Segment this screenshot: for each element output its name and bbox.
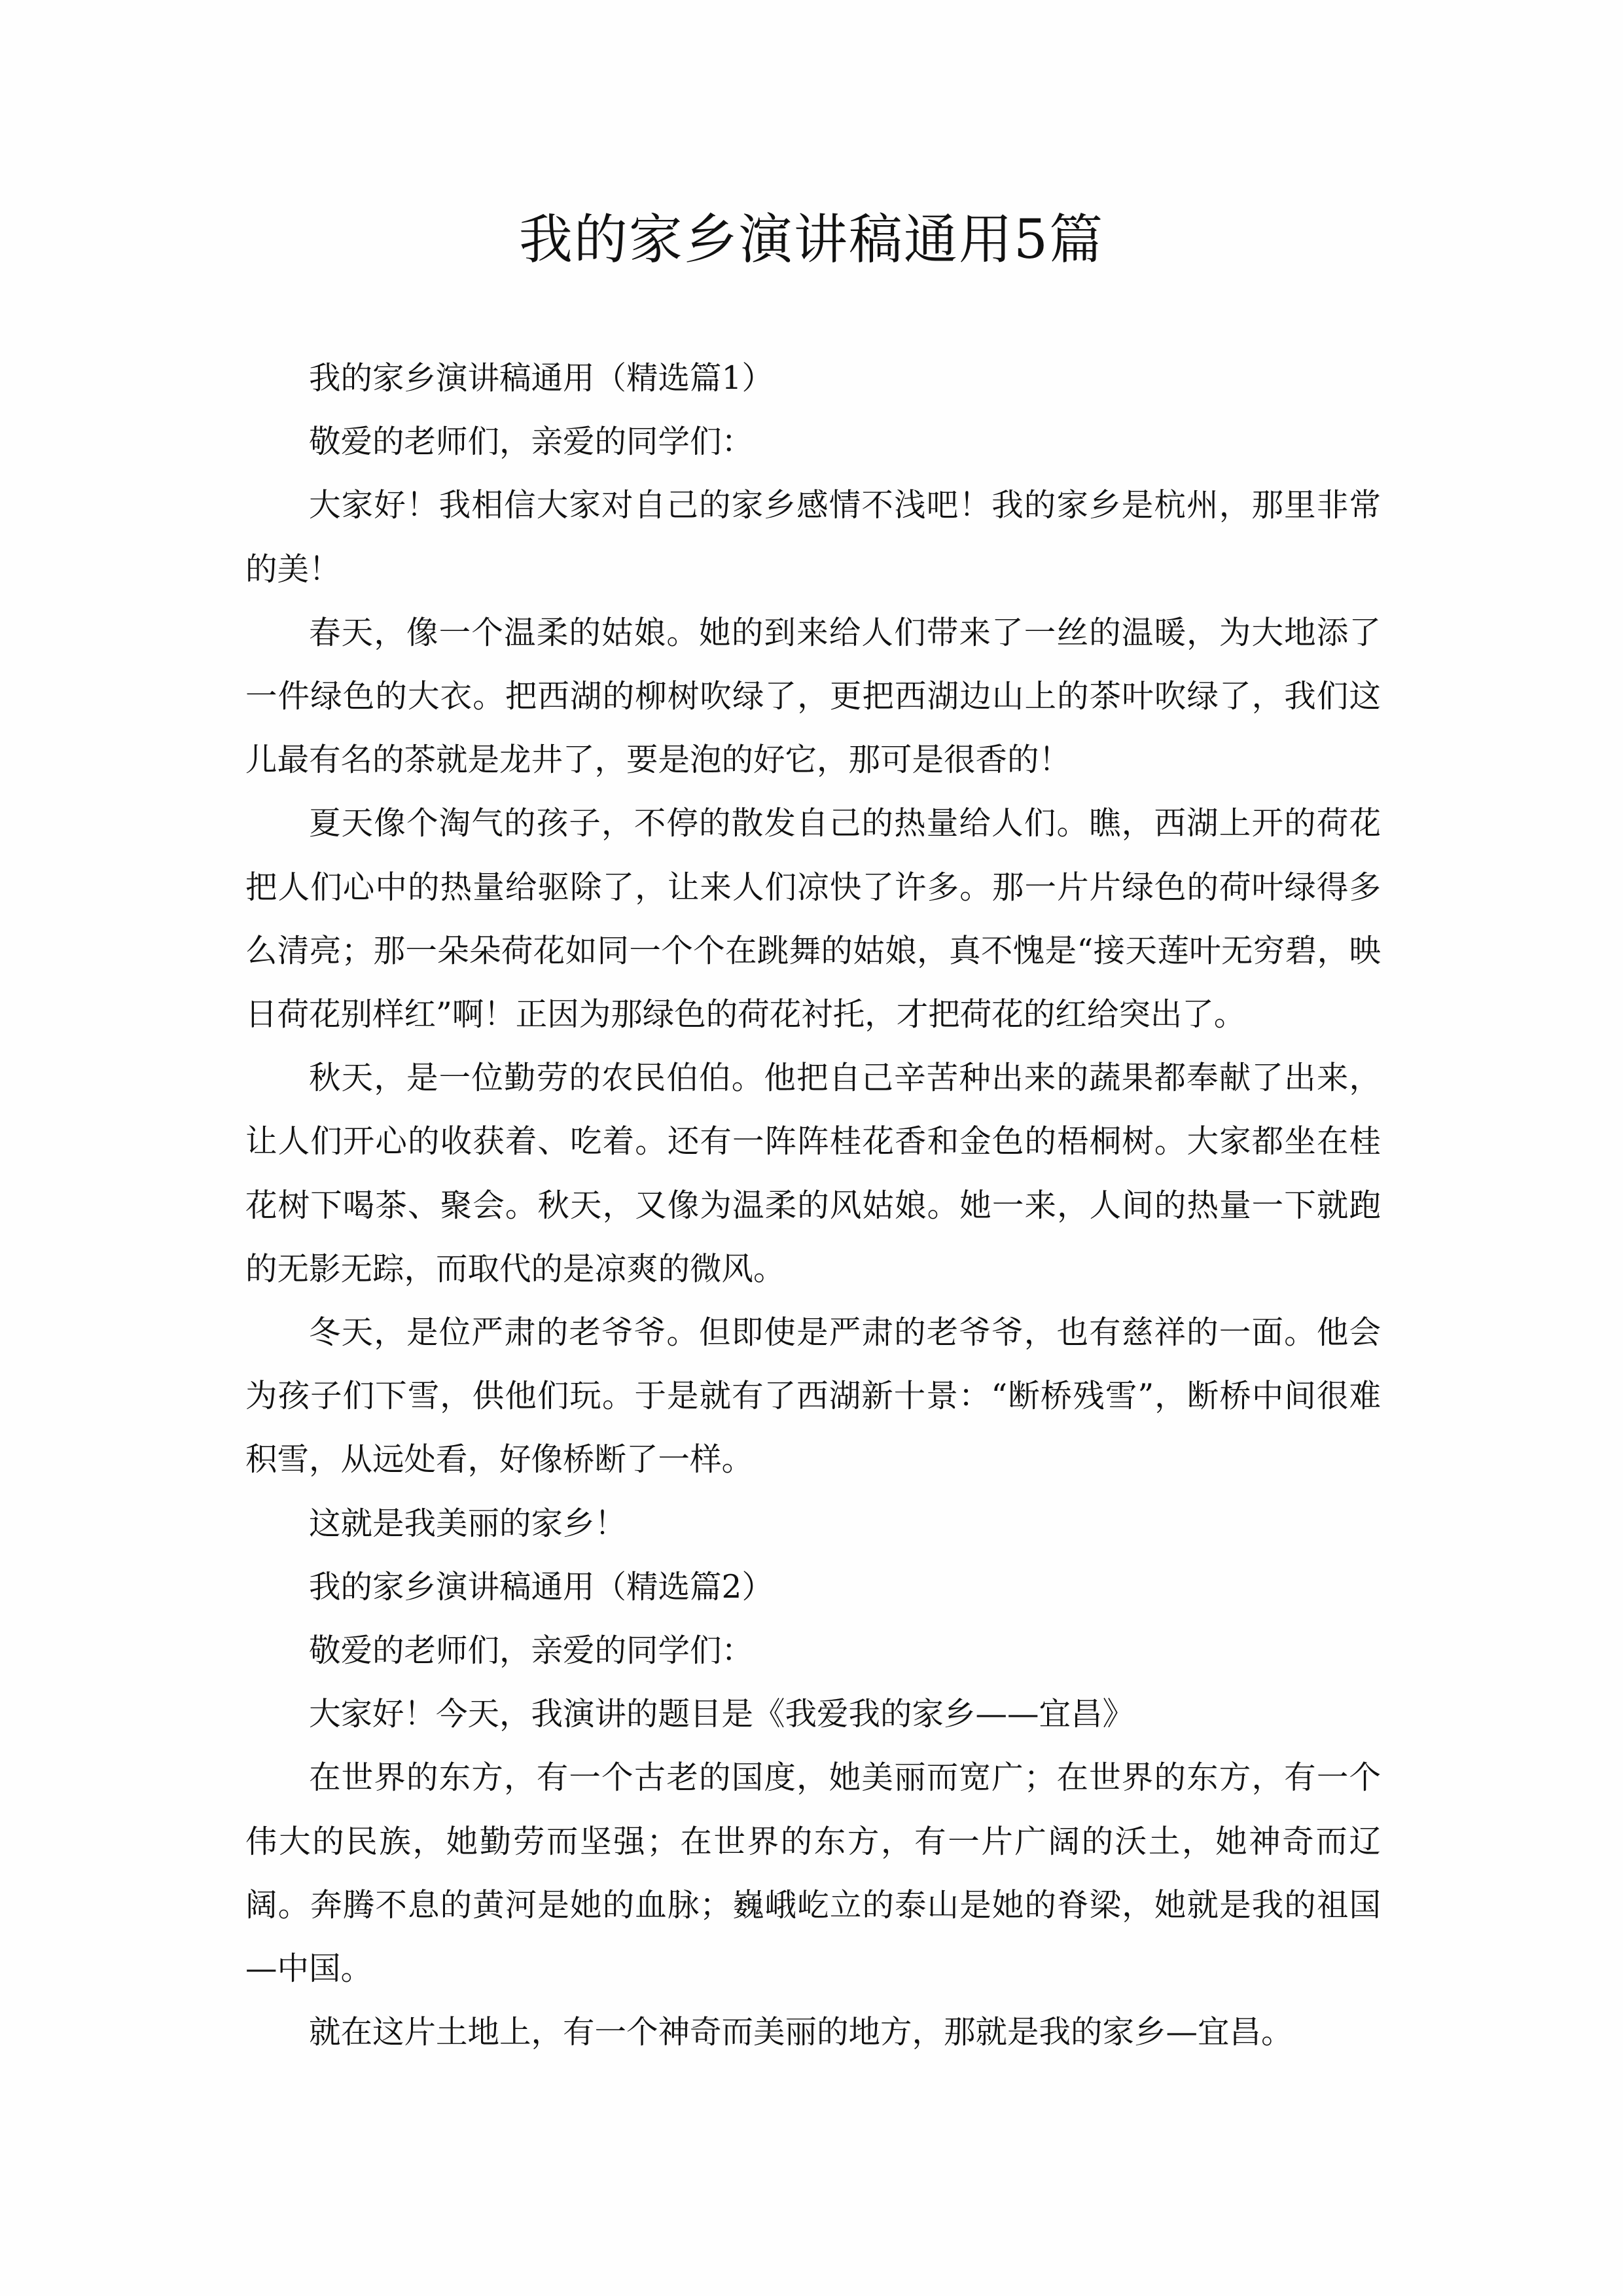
body-paragraph-autumn: 秋天，是一位勤劳的农民伯伯。他把自己辛苦种出来的蔬果都奉献了出来，让人们开心的收获着、吃着。还有一阵阵桂花香和金色的梧桐树。大家都坐在桂花树下喝茶、聚会。秋天，又像为温柔的风姑娘。她一来，人间的热量一下就跑的无影无踪，而取代的是凉爽的微风。 [245, 1060, 1381, 1287]
body-paragraph-intro: 大家好！今天，我演讲的题目是《我爱我的家乡——宜昌》 [309, 1696, 1135, 1733]
section-heading-2: 我的家乡演讲稿通用（精选篇2） [309, 1568, 774, 1605]
body-paragraph-spring: 春天，像一个温柔的姑娘。她的到来给人们带来了一丝的温暖，为大地添了一件绿色的大衣。把西湖的柳树吹绿了，更把西湖边山上的茶叶吹绿了，我们这儿最有名的茶就是龙井了，要是泡的好它，那可是很香的！ [245, 614, 1381, 779]
body-paragraph-summer: 夏天像个淘气的孩子，不停的散发自己的热量给人们。瞧，西湖上开的荷花把人们心中的热量给驱除了，让来人们凉快了许多。那一片片绿色的荷叶绿得多么清亮；那一朵朵荷花如同一个个在跳舞的姑娘，真不愧是“接天莲叶无穷碧，映日荷花别样红”啊！正因为那绿色的荷花衬托，才把荷花的红给突出了。 [245, 805, 1381, 1033]
section-heading-1: 我的家乡演讲稿通用（精选篇1） [309, 360, 774, 397]
salutation-paragraph: 敬爱的老师们，亲爱的同学们： [309, 423, 754, 461]
document-body [245, 347, 1381, 2064]
salutation-paragraph: 敬爱的老师们，亲爱的同学们： [309, 1632, 754, 1670]
body-paragraph-winter: 冬天，是位严肃的老爷爷。但即使是严肃的老爷爷，也有慈祥的一面。他会为孩子们下雪，供他们玩。于是就有了西湖新十景：“断桥残雪”，断桥中间很难积雪，从远处看，好像桥断了一样。 [245, 1314, 1381, 1479]
document-title: 我的家乡演讲稿通用5篇 [518, 209, 1105, 271]
body-paragraph-china: 在世界的东方，有一个古老的国度，她美丽而宽广；在世界的东方，有一个伟大的民族，她勤劳而坚强；在世界的东方，有一片广阔的沃土，她神奇而辽阔。奔腾不息的黄河是她的血脉；巍峨屹立的泰山是她的脊梁，她就是我的祖国—中国。 [245, 1759, 1381, 1988]
body-paragraph: 大家好！我相信大家对自己的家乡感情不浅吧！我的家乡是杭州，那里非常的美！ [245, 487, 1381, 588]
body-paragraph-yichang: 就在这片土地上，有一个神奇而美丽的地方，那就是我的家乡—宜昌。 [309, 2014, 1293, 2051]
closing-paragraph: 这就是我美丽的家乡！ [309, 1505, 627, 1542]
